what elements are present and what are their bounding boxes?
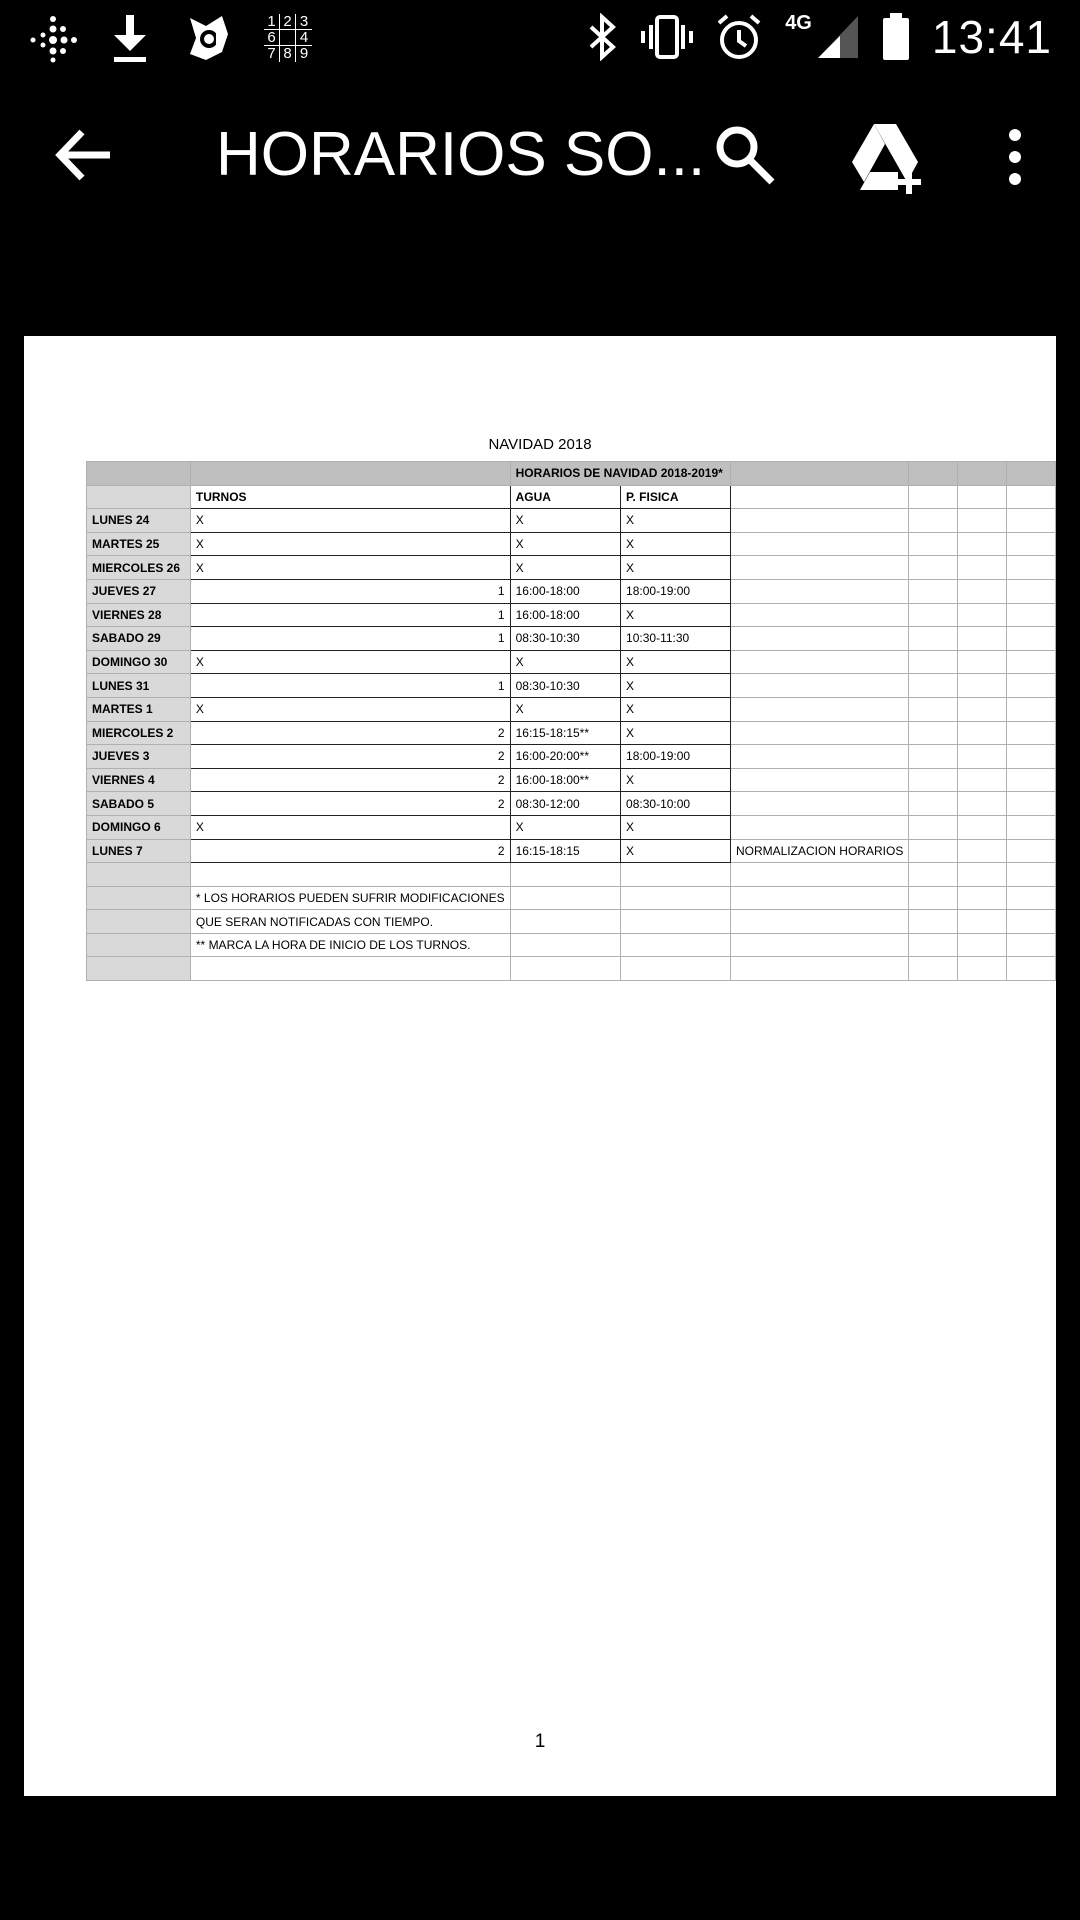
vibrate-icon [641, 13, 693, 61]
table-row [87, 721, 1056, 745]
fisica-cell: 10:30-11:30 [621, 627, 731, 651]
turnos-cell: X [190, 532, 510, 556]
day-label: MARTES 1 [87, 697, 191, 721]
extra-cell [730, 815, 908, 839]
blank-row [87, 863, 1056, 887]
battery-icon [882, 13, 910, 61]
turnos-cell: 1 [190, 603, 510, 627]
column-header-agua: AGUA [510, 485, 620, 509]
day-label: JUEVES 3 [87, 745, 191, 769]
turnos-cell: 2 [190, 792, 510, 816]
turnos-cell: X [190, 697, 510, 721]
day-label: MARTES 25 [87, 532, 191, 556]
day-label: LUNES 24 [87, 509, 191, 533]
turnos-cell: 1 [190, 674, 510, 698]
agua-cell: X [510, 697, 620, 721]
agua-cell: 08:30-10:30 [510, 627, 620, 651]
fisica-cell: X [621, 509, 731, 533]
table-row [87, 603, 1056, 627]
extra-cell [730, 650, 908, 674]
extra-cell [730, 792, 908, 816]
agua-cell: 16:00-18:00** [510, 768, 620, 792]
table-row [87, 792, 1056, 816]
table-row [87, 650, 1056, 674]
back-arrow-icon[interactable] [50, 120, 120, 190]
fisica-cell: X [621, 815, 731, 839]
page-number: 1 [534, 1731, 546, 1752]
status-bar-right [587, 6, 1052, 68]
fisica-cell: 18:00-19:00 [621, 745, 731, 769]
fisica-cell: X [621, 721, 731, 745]
extra-cell [730, 579, 908, 603]
agua-cell: X [510, 509, 620, 533]
pdf-page[interactable] [24, 336, 1056, 1796]
extra-cell [730, 627, 908, 651]
table-row [87, 697, 1056, 721]
document-title: HORARIOS SO... [216, 120, 706, 189]
alarm-icon [715, 13, 763, 61]
bluetooth-icon [587, 13, 619, 61]
agua-cell: 16:00-18:00 [510, 579, 620, 603]
day-label: MIERCOLES 2 [87, 721, 191, 745]
agua-cell: X [510, 815, 620, 839]
agua-cell: X [510, 556, 620, 580]
sheet-title: HORARIOS DE NAVIDAD 2018-2019* [510, 462, 730, 486]
turnos-cell: 2 [190, 745, 510, 769]
download-icon [108, 13, 152, 63]
extra-cell [730, 532, 908, 556]
schedule-table [86, 461, 1056, 981]
note-row [87, 910, 1056, 934]
extra-cell [730, 768, 908, 792]
turnos-cell: X [190, 556, 510, 580]
fisica-cell: X [621, 674, 731, 698]
sudoku-icon: 1 2 3 6 4 7 8 9 [264, 14, 312, 62]
clock: 13:41 [931, 11, 1052, 63]
turnos-cell: 2 [190, 839, 510, 863]
extra-cell [730, 674, 908, 698]
table-row [87, 627, 1056, 651]
turnos-cell: 2 [190, 768, 510, 792]
turnos-cell: X [190, 509, 510, 533]
note-row [87, 933, 1056, 957]
fisica-cell: X [621, 697, 731, 721]
app-icon [182, 12, 234, 64]
note-row [87, 886, 1056, 910]
turnos-cell: X [190, 815, 510, 839]
day-label: VIERNES 28 [87, 603, 191, 627]
table-row [87, 532, 1056, 556]
fisica-cell: X [621, 768, 731, 792]
fisica-cell: 18:00-19:00 [621, 579, 731, 603]
fisica-cell: 08:30-10:00 [621, 792, 731, 816]
extra-cell [730, 745, 908, 769]
status-bar [0, 0, 1080, 75]
fitbit-icon [28, 13, 78, 63]
search-icon[interactable] [710, 120, 780, 190]
status-bar-left [28, 10, 312, 66]
agua-cell: 08:30-10:30 [510, 674, 620, 698]
fisica-cell: X [621, 556, 731, 580]
turnos-cell: 2 [190, 721, 510, 745]
extra-cell: NORMALIZACION HORARIOS [730, 839, 908, 863]
blank-row [87, 957, 1056, 981]
day-label: MIERCOLES 26 [87, 556, 191, 580]
column-header-turnos: TURNOS [190, 485, 510, 509]
agua-cell: 08:30-12:00 [510, 792, 620, 816]
fisica-cell: X [621, 839, 731, 863]
extra-cell [730, 556, 908, 580]
fisica-cell: X [621, 532, 731, 556]
turnos-cell: 1 [190, 627, 510, 651]
add-to-drive-icon[interactable] [850, 120, 930, 195]
note-text: ** MARCA LA HORA DE INICIO DE LOS TURNOS. [190, 933, 510, 957]
turnos-cell: 1 [190, 579, 510, 603]
agua-cell: X [510, 650, 620, 674]
more-vert-icon[interactable] [995, 125, 1035, 195]
day-label: DOMINGO 30 [87, 650, 191, 674]
signal-icon [816, 14, 860, 60]
table-row [87, 815, 1056, 839]
day-label: LUNES 7 [87, 839, 191, 863]
column-header-fisica: P. FISICA [621, 485, 731, 509]
fisica-cell: X [621, 603, 731, 627]
fisica-cell: X [621, 650, 731, 674]
table-row [87, 556, 1056, 580]
day-label: SABADO 29 [87, 627, 191, 651]
agua-cell: 16:00-18:00 [510, 603, 620, 627]
day-label: VIERNES 4 [87, 768, 191, 792]
agua-cell: 16:00-20:00** [510, 745, 620, 769]
document-heading: NAVIDAD 2018 [488, 436, 592, 453]
day-label: JUEVES 27 [87, 579, 191, 603]
day-label: SABADO 5 [87, 792, 191, 816]
table-row [87, 509, 1056, 533]
table-row [87, 745, 1056, 769]
table-title-row [87, 462, 1056, 486]
extra-cell [730, 603, 908, 627]
table-row [87, 579, 1056, 603]
table-row [87, 839, 1056, 863]
app-bar [0, 75, 1080, 240]
table-row [87, 674, 1056, 698]
network-type: 4G [785, 11, 812, 34]
note-text: * LOS HORARIOS PUEDEN SUFRIR MODIFICACIONES [190, 886, 510, 910]
table-row [87, 768, 1056, 792]
agua-cell: X [510, 532, 620, 556]
agua-cell: 16:15-18:15 [510, 839, 620, 863]
extra-cell [730, 697, 908, 721]
agua-cell: 16:15-18:15** [510, 721, 620, 745]
extra-cell [730, 721, 908, 745]
extra-cell [730, 509, 908, 533]
day-label: LUNES 31 [87, 674, 191, 698]
table-header-row [87, 485, 1056, 509]
turnos-cell: X [190, 650, 510, 674]
day-label: DOMINGO 6 [87, 815, 191, 839]
note-text: QUE SERAN NOTIFICADAS CON TIEMPO. [190, 910, 510, 934]
